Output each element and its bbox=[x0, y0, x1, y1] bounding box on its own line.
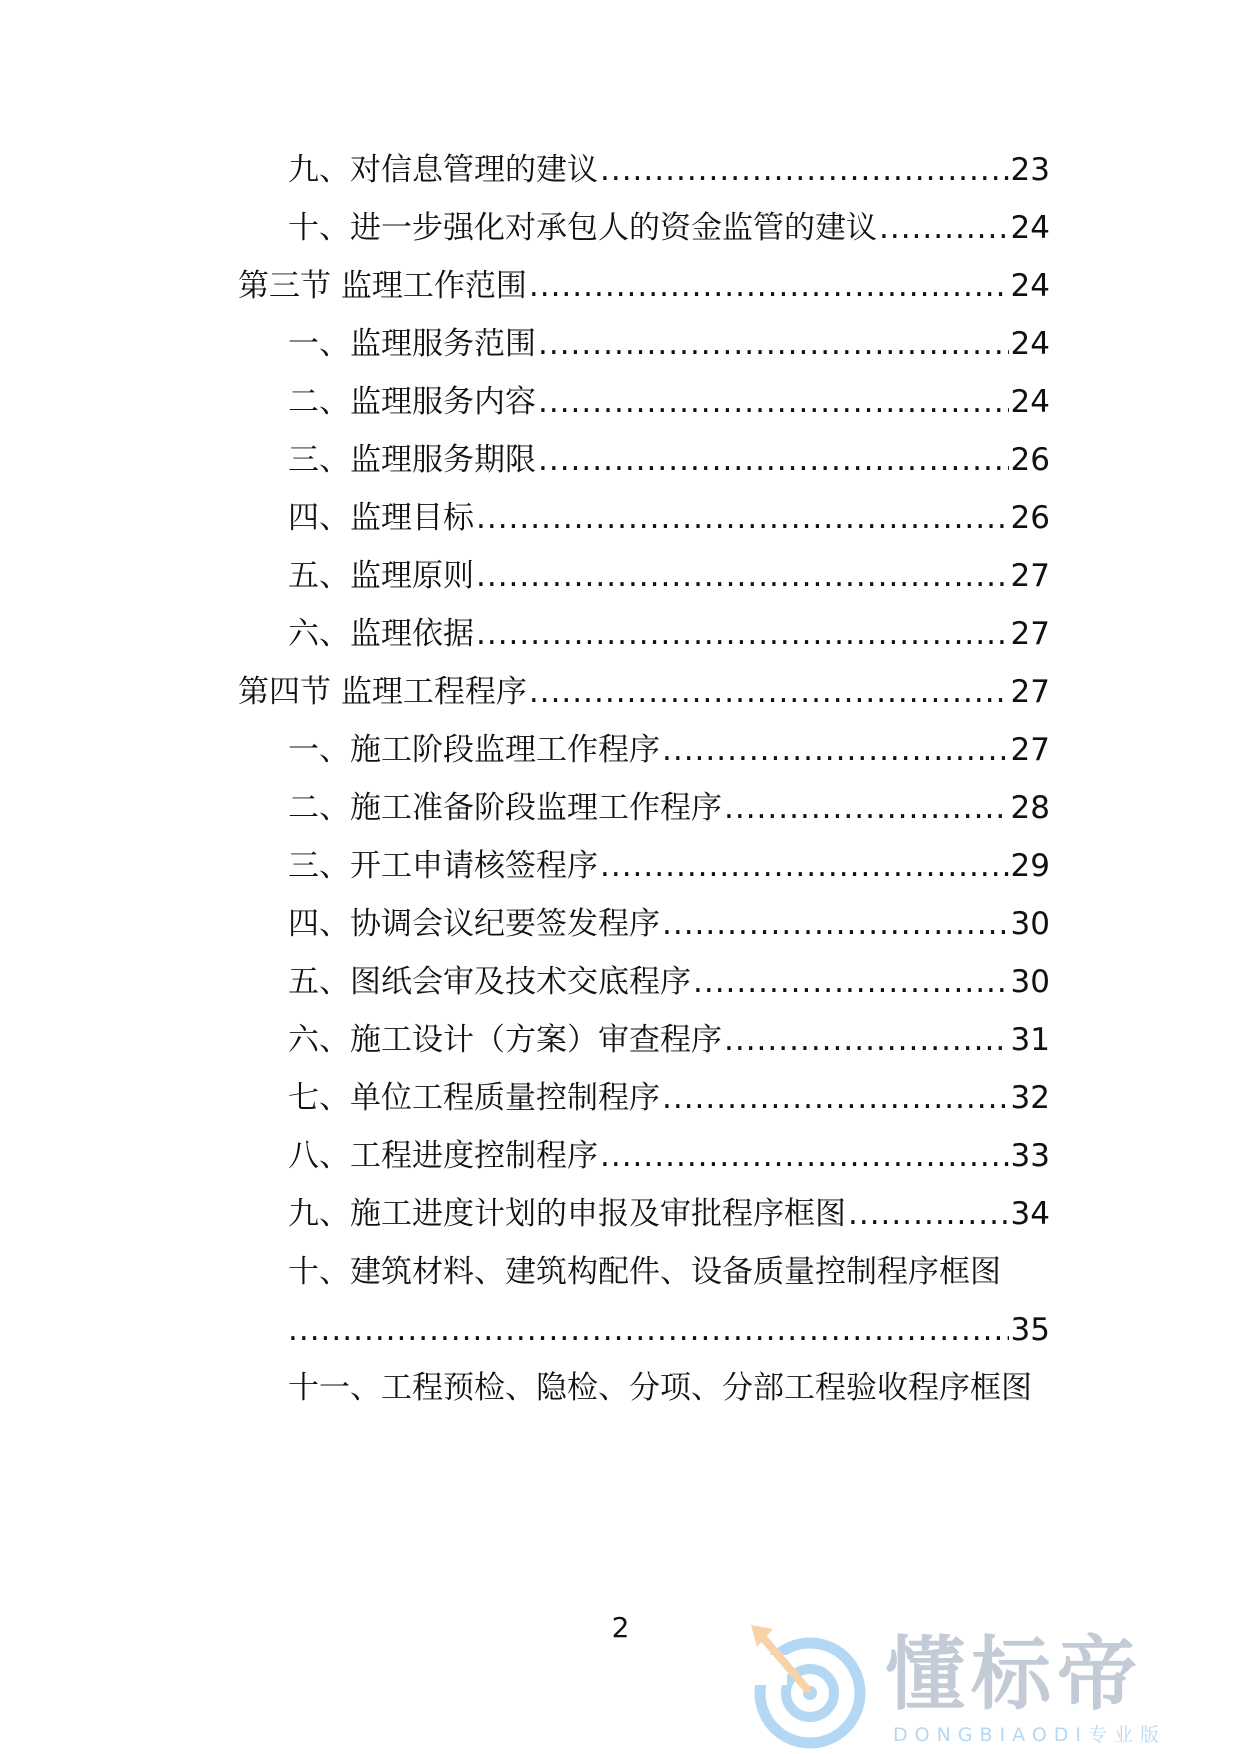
toc-section-entry[interactable] bbox=[238, 669, 1050, 715]
toc-entry[interactable] bbox=[288, 205, 1050, 251]
toc-entry-title: 二、监理服务内容 bbox=[288, 384, 536, 420]
toc-entry[interactable] bbox=[288, 901, 1050, 947]
toc-leader-dots bbox=[879, 205, 1009, 251]
toc-leader-dots bbox=[476, 553, 1009, 599]
toc-leader-dots bbox=[662, 727, 1009, 773]
toc-entry[interactable] bbox=[288, 959, 1050, 1005]
toc-entry-title: 四、监理目标 bbox=[288, 500, 474, 536]
toc-leader-dots bbox=[538, 379, 1009, 425]
toc-entry-title: 二、施工准备阶段监理工作程序 bbox=[288, 790, 722, 826]
toc-entry-title: 十一、工程预检、隐检、分项、分部工程验收程序框图 bbox=[288, 1370, 1032, 1406]
toc-entry[interactable] bbox=[288, 785, 1050, 831]
toc-entry-title: 七、单位工程质量控制程序 bbox=[288, 1080, 660, 1116]
toc-entry-page: 27 bbox=[1010, 616, 1050, 652]
toc-entry-page: 26 bbox=[1010, 500, 1050, 536]
toc-entry-page: 27 bbox=[1010, 558, 1050, 594]
toc-entry-page: 30 bbox=[1010, 964, 1050, 1000]
toc-entry-title: 三、开工申请核签程序 bbox=[288, 848, 598, 884]
toc-entry-title: 十、进一步强化对承包人的资金监管的建议 bbox=[288, 210, 877, 246]
toc-leader-dots bbox=[600, 147, 1009, 193]
toc-entry-title: 五、监理原则 bbox=[288, 558, 474, 594]
toc-leader-dots bbox=[600, 1133, 1009, 1179]
toc-leader-dots bbox=[538, 321, 1009, 367]
toc-entry-title: 九、施工进度计划的申报及审批程序框图 bbox=[288, 1196, 846, 1232]
toc-leader-dots bbox=[288, 1307, 1009, 1353]
toc-leader-dots bbox=[538, 437, 1009, 483]
toc-leader-dots bbox=[600, 843, 1009, 889]
watermark-brand-name: 懂标帝 bbox=[885, 1628, 1143, 1721]
toc-entry[interactable] bbox=[288, 611, 1050, 657]
toc-entry-title: 九、对信息管理的建议 bbox=[288, 152, 598, 188]
toc-entry[interactable] bbox=[288, 437, 1050, 483]
toc-entry-wrapped-title[interactable] bbox=[288, 1249, 1050, 1295]
toc-entry-title: 一、施工阶段监理工作程序 bbox=[288, 732, 660, 768]
toc-entry-title: 三、监理服务期限 bbox=[288, 442, 536, 478]
toc-entry-title: 第四节 监理工程程序 bbox=[238, 674, 527, 710]
toc-leader-dots bbox=[724, 785, 1009, 831]
toc-entry-title: 第三节 监理工作范围 bbox=[238, 268, 527, 304]
toc-entry[interactable] bbox=[288, 1191, 1050, 1237]
toc-leader-dots bbox=[529, 263, 1009, 309]
toc-entry-wrapped-leader[interactable] bbox=[288, 1307, 1050, 1353]
toc-entry[interactable] bbox=[288, 1133, 1050, 1179]
toc-entry-page: 27 bbox=[1010, 732, 1050, 768]
toc-entry-title: 十、建筑材料、建筑构配件、设备质量控制程序框图 bbox=[288, 1254, 1001, 1290]
toc-leader-dots bbox=[529, 669, 1009, 715]
toc-leader-dots bbox=[662, 1075, 1009, 1121]
toc-entry[interactable] bbox=[288, 1017, 1050, 1063]
toc-entry-page: 24 bbox=[1010, 268, 1050, 304]
toc-entry-title: 五、图纸会审及技术交底程序 bbox=[288, 964, 691, 1000]
toc-entry[interactable] bbox=[288, 553, 1050, 599]
toc-entry-page: 33 bbox=[1010, 1138, 1050, 1174]
toc-entry-page: 32 bbox=[1010, 1080, 1050, 1116]
watermark-target-logo-icon bbox=[745, 1625, 875, 1750]
watermark-brand-subtitle: DONGBIAODI专业版 bbox=[893, 1724, 1167, 1746]
toc-entry-page: 28 bbox=[1010, 790, 1050, 826]
toc-leader-dots bbox=[476, 495, 1009, 541]
toc-entry-page: 26 bbox=[1010, 442, 1050, 478]
toc-entry[interactable] bbox=[288, 379, 1050, 425]
toc-entry[interactable] bbox=[288, 727, 1050, 773]
toc-leader-dots bbox=[662, 901, 1009, 947]
toc-entry[interactable] bbox=[288, 321, 1050, 367]
toc-leader-dots bbox=[724, 1017, 1009, 1063]
toc-entry-title: 八、工程进度控制程序 bbox=[288, 1138, 598, 1174]
toc-entry-page: 30 bbox=[1010, 906, 1050, 942]
toc-entry-title: 六、施工设计（方案）审查程序 bbox=[288, 1022, 722, 1058]
toc-entry-page: 35 bbox=[1010, 1312, 1050, 1348]
toc-entry-page: 31 bbox=[1010, 1022, 1050, 1058]
toc-entry-page: 29 bbox=[1010, 848, 1050, 884]
toc-leader-dots bbox=[693, 959, 1009, 1005]
toc-entry[interactable] bbox=[288, 147, 1050, 193]
toc-entry-page: 34 bbox=[1010, 1196, 1050, 1232]
toc-entry-page: 24 bbox=[1010, 326, 1050, 362]
toc-entry[interactable] bbox=[288, 495, 1050, 541]
toc-entry[interactable] bbox=[288, 843, 1050, 889]
toc-leader-dots bbox=[848, 1191, 1009, 1237]
toc-entry-page: 27 bbox=[1010, 674, 1050, 710]
toc-entry[interactable] bbox=[288, 1075, 1050, 1121]
toc-entry-page: 24 bbox=[1010, 210, 1050, 246]
toc-entry-wrapped-title[interactable] bbox=[288, 1365, 1050, 1411]
toc-entry-page: 24 bbox=[1010, 384, 1050, 420]
toc-entry-title: 六、监理依据 bbox=[288, 616, 474, 652]
page-number: 2 bbox=[611, 1611, 630, 1644]
toc-entry-title: 一、监理服务范围 bbox=[288, 326, 536, 362]
toc-section-entry[interactable] bbox=[238, 263, 1050, 309]
toc-entry-page: 23 bbox=[1010, 152, 1050, 188]
toc-leader-dots bbox=[476, 611, 1009, 657]
watermark bbox=[745, 1625, 1225, 1750]
toc-entry-title: 四、协调会议纪要签发程序 bbox=[288, 906, 660, 942]
